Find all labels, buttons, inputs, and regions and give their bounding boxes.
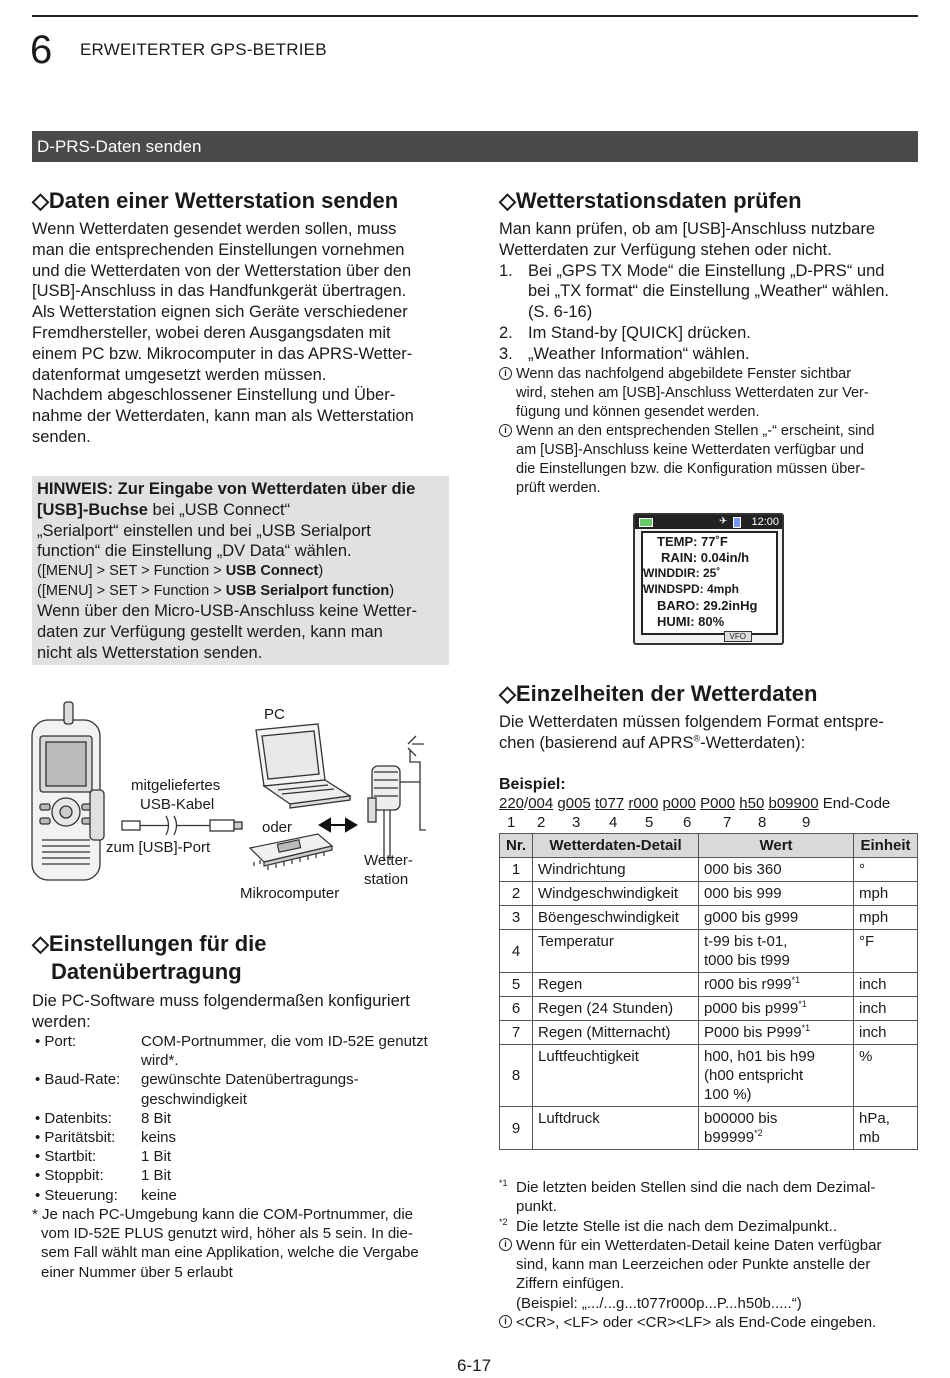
- info-note: [499, 365, 919, 422]
- weather-data-table: [499, 833, 918, 1150]
- setting-value: geschwindigkeit: [141, 1090, 247, 1108]
- setting-row: [32, 1070, 450, 1089]
- example-part: h50: [739, 795, 765, 812]
- step-number: 3.: [499, 344, 513, 363]
- wert-line: [704, 932, 848, 951]
- table-row: [500, 906, 918, 930]
- example-number: 1: [507, 814, 516, 831]
- cell-wert: [699, 858, 854, 882]
- einheit-text: inch: [859, 1024, 887, 1041]
- cell-wert: [699, 882, 854, 906]
- wert-line: [704, 975, 848, 994]
- setting-value: keine: [141, 1186, 177, 1204]
- lcd-windspd: WINDSPD: 4mph: [643, 582, 739, 596]
- heading-settings: ◇Einstellungen für die Datenübertragung: [32, 931, 267, 984]
- example-part: End-Code: [818, 795, 891, 812]
- note-line-8: daten zur Verfügung gestellt werden, kann man: [37, 622, 383, 641]
- paragraph-line: man die entsprechenden Einstellungen vornehmen: [32, 240, 405, 259]
- cell-einheit: [854, 997, 918, 1021]
- cell-einheit: [854, 882, 918, 906]
- menu-path-2: ([MENU] > SET > Function > USB Serialport function): [37, 582, 395, 599]
- table-row: [500, 1021, 918, 1045]
- setting-row: [32, 1128, 450, 1147]
- info-line: wird, stehen am [USB]-Anschluss Wetterdaten zur Ver-: [516, 385, 869, 401]
- setting-row: [32, 1166, 450, 1185]
- diagram-label-pc: PC: [264, 706, 285, 723]
- cell-einheit: [854, 1045, 918, 1107]
- section-bar: D-PRS-Daten senden: [32, 131, 918, 162]
- diamond-icon: ◇: [32, 188, 49, 213]
- cell-nr: 9: [500, 1107, 533, 1150]
- einheit-text: mph: [859, 909, 889, 926]
- wert-line: [704, 999, 848, 1018]
- step-item: [499, 261, 919, 323]
- example-format-string: [499, 795, 890, 812]
- info-line: prüft werden.: [516, 480, 601, 496]
- example-number: 2: [537, 814, 546, 831]
- example-part: 220: [499, 795, 525, 812]
- col-header-detail: Wetterdaten-Detail: [533, 834, 699, 858]
- cell-einheit: [854, 930, 918, 973]
- table-row: [500, 973, 918, 997]
- table-row: [500, 997, 918, 1021]
- info-icon: i: [499, 1238, 512, 1251]
- cell-einheit: [854, 1021, 918, 1045]
- example-part: p000: [662, 795, 696, 812]
- usb-cable: [122, 816, 242, 835]
- einheit-text: %: [859, 1048, 873, 1065]
- einheit-text: mb: [859, 1129, 880, 1146]
- info-note-3: i Wenn für ein Wetterdaten-Detail keine Daten verfügbar sind, kann man Leerzeichen oder Punkte anstelle der Ziffern einfügen. (Beispiel: „.../...g...t077r000p...P...h50b.....“): [499, 1236, 918, 1313]
- check-paragraph: Man kann prüfen, ob am [USB]-Anschluss nutzbare Wetterdaten zur Verfügung stehen oder nicht. 1. Bei „GPS TX Mode“ die Einstellung „D-PRS“ und bei „TX format“ die Einstellung „Weather“ wählen. (S. 6-16) 2. Im Stand-by [QUICK] drücken. 3. „Weather Information“ wählen.: [499, 219, 919, 365]
- heading-check: ◇Wetterstationsdaten prüfen: [499, 188, 802, 213]
- paragraph-line: einem PC bzw. Mikrocomputer in das APRS-Wetter-: [32, 344, 413, 363]
- table-row: [500, 882, 918, 906]
- info-note: [499, 422, 919, 498]
- cell-detail: Böengeschwindigkeit: [533, 906, 699, 930]
- setting-row: [32, 1147, 450, 1166]
- pc-laptop-illustration: [256, 724, 350, 808]
- info-line: die Einstellungen bzw. die Konfiguration müssen über-: [516, 461, 866, 477]
- step-line: (S. 6-16): [528, 303, 593, 322]
- paragraph-line: Fremdhersteller, wobei deren Ausgangsdaten mit: [32, 323, 391, 342]
- lcd-humi: HUMI: 80%: [657, 614, 725, 629]
- lcd-winddir: WINDDIR: 25˚: [643, 566, 721, 580]
- diamond-icon: ◇: [32, 931, 49, 956]
- setting-key: • Stoppbit:: [35, 1167, 104, 1185]
- note-line-9: nicht als Wetterstation senden.: [37, 643, 263, 662]
- example-label: Beispiel:: [499, 776, 566, 793]
- diagram-label-microcomputer: Mikrocomputer: [240, 885, 340, 902]
- cell-detail: Luftdruck: [533, 1107, 699, 1150]
- chapter-number: 6: [30, 28, 53, 72]
- note-bold-2: [USB]-Buchse: [37, 500, 148, 519]
- wert-line: [704, 1023, 848, 1042]
- wert-text: h00, h01 bis h99: [704, 1048, 815, 1065]
- step-line: „Weather Information“ wählen.: [528, 344, 750, 363]
- cell-einheit: [854, 858, 918, 882]
- gps-icon: ✈: [719, 516, 728, 527]
- cell-detail: Luftfeuchtigkeit: [533, 1045, 699, 1107]
- wert-text: p000 bis p999: [704, 1000, 799, 1017]
- wert-text: P000 bis P999: [704, 1024, 802, 1041]
- weather-send-paragraph: [32, 219, 450, 448]
- diamond-icon: ◇: [499, 681, 516, 706]
- diagram-label-station-2: station: [364, 871, 409, 888]
- check-steps-list: [499, 261, 919, 365]
- cell-wert: [699, 997, 854, 1021]
- setting-row: [32, 1186, 450, 1205]
- info-icon: i: [499, 1315, 512, 1328]
- header-rule: [32, 15, 918, 17]
- wert-text: b00000 bis: [704, 1110, 778, 1127]
- paragraph-line: senden.: [32, 427, 91, 446]
- cell-nr: 1: [500, 858, 533, 882]
- setting-value: wird*.: [141, 1052, 179, 1070]
- wert-sup: *1: [801, 1023, 811, 1033]
- asterisk-line: * Je nach PC-Umgebung kann die COM-Portnummer, die: [32, 1206, 414, 1223]
- heading-details: ◇Einzelheiten der Wetterdaten: [499, 681, 818, 706]
- info-icon: i: [499, 424, 512, 437]
- cell-nr: 7: [500, 1021, 533, 1045]
- footnotes: [499, 1178, 918, 1332]
- example-number: 7: [723, 814, 732, 831]
- cell-nr: 6: [500, 997, 533, 1021]
- hinweis-note-box: [32, 476, 449, 665]
- paragraph-line: [USB]-Anschluss in das Handfunkgerät übertragen.: [32, 282, 407, 301]
- info-line: Wenn an den entsprechenden Stellen „-“ erscheint, sind: [516, 423, 875, 439]
- details-paragraph: Die Wetterdaten müssen folgendem Format entspre- chen (basierend auf APRS®-Wetterdaten):: [499, 713, 884, 752]
- setting-value: COM-Portnummer, die vom ID-52E genutzt: [141, 1033, 428, 1050]
- cell-wert: [699, 1021, 854, 1045]
- wert-text: 000 bis 360: [704, 861, 782, 878]
- example-number: 8: [758, 814, 767, 831]
- step-number: 1.: [499, 261, 513, 280]
- cell-detail: Windrichtung: [533, 858, 699, 882]
- setting-row: [32, 1032, 450, 1051]
- einheit-text: °F: [859, 933, 875, 950]
- cell-nr: 3: [500, 906, 533, 930]
- info-icon: i: [499, 367, 512, 380]
- asterisk-line: vom ID-52E PLUS genutzt wird, höher als 5 sein. In die-: [41, 1225, 413, 1243]
- menu-path-1: ([MENU] > SET > Function > USB Connect): [37, 563, 324, 580]
- check-info-notes: [499, 365, 919, 498]
- lcd-temp: TEMP: 77˚F: [657, 534, 728, 549]
- page-number: 6-17: [457, 1356, 492, 1375]
- lcd-status-bar: [635, 515, 782, 529]
- cell-einheit: [854, 1107, 918, 1150]
- example-part: 004: [528, 795, 554, 812]
- battery-icon: [639, 518, 653, 527]
- settings-paragraph: Die PC-Software muss folgendermaßen konfiguriert werden:: [32, 992, 410, 1031]
- lcd-vfo-label: VFO: [724, 631, 752, 642]
- diagram-label-cable-2: USB-Kabel: [140, 796, 215, 813]
- cell-wert: [699, 930, 854, 973]
- setting-key: • Steuerung:: [35, 1186, 118, 1204]
- wert-text: g000 bis g999: [704, 909, 799, 926]
- wert-line: [704, 884, 848, 903]
- setting-key: • Startbit:: [35, 1148, 97, 1166]
- cell-wert: [699, 1107, 854, 1150]
- lcd-weather-frame: [641, 531, 778, 635]
- info-line: Wenn das nachfolgend abgebildete Fenster sichtbar: [516, 366, 852, 382]
- einheit-text: °: [859, 861, 865, 878]
- wert-line: [704, 908, 848, 927]
- example-number: 9: [802, 814, 811, 831]
- setting-value: 8 Bit: [141, 1109, 172, 1127]
- setting-key: • Port:: [35, 1033, 77, 1050]
- setting-row: [32, 1051, 450, 1070]
- weather-station-illustration: [368, 736, 426, 860]
- example-position-numbers: [499, 814, 919, 833]
- cell-nr: 4: [500, 930, 533, 973]
- example-number: 3: [572, 814, 581, 831]
- step-line: Bei „GPS TX Mode“ die Einstellung „D-PRS“ und: [528, 261, 885, 280]
- asterisk-footnote: [32, 1205, 450, 1282]
- paragraph-line: datenformat umgesetzt werden müssen.: [32, 365, 327, 384]
- einheit-text: mph: [859, 885, 889, 902]
- example-part: /: [524, 795, 529, 812]
- paragraph-line: Nachdem abgeschlossener Einstellung und Über-: [32, 386, 396, 405]
- cell-detail: Temperatur: [533, 930, 699, 973]
- setting-key: • Datenbits:: [35, 1109, 112, 1127]
- cell-nr: 8: [500, 1045, 533, 1107]
- wert-text: r000 bis r999: [704, 976, 792, 993]
- example-part: t077: [594, 795, 625, 812]
- wert-text: t-99 bis t-01,: [704, 933, 788, 950]
- table-row: [500, 1107, 918, 1150]
- paragraph-line: Als Wetterstation eignen sich Geräte verschiedener: [32, 303, 408, 322]
- cell-nr: 5: [500, 973, 533, 997]
- example-number: 6: [683, 814, 692, 831]
- wert-line: [704, 1066, 848, 1085]
- wert-sup: *1: [798, 999, 807, 1009]
- wert-line: [704, 1047, 848, 1066]
- example-number: 5: [645, 814, 654, 831]
- table-row: [500, 930, 918, 973]
- asterisk-line: sem Fall wählt man eine Applikation, welche die Vergabe: [41, 1244, 419, 1262]
- arrow-icon: [320, 819, 356, 831]
- step-line: Im Stand-by [QUICK] drücken.: [528, 323, 751, 342]
- note-line-7: Wenn über den Micro-USB-Anschluss keine Wetter-: [37, 602, 417, 621]
- example-part: g005: [557, 795, 591, 812]
- wert-line: [704, 951, 848, 970]
- wert-line: [704, 860, 848, 879]
- paragraph-line: nahme der Wetterdaten, kann man als Wetterstation: [32, 407, 414, 426]
- table-row: [500, 1045, 918, 1107]
- diagram-label-cable-1: mitgeliefertes: [131, 777, 221, 794]
- info-line: am [USB]-Anschluss keine Wetterdaten verfügbar und: [516, 442, 864, 458]
- diagram-label-station-1: Wetter-: [364, 852, 413, 869]
- col-header-nr: Nr.: [500, 834, 533, 858]
- setting-key: • Paritätsbit:: [35, 1128, 116, 1146]
- note-line-4: function“ die Einstellung „DV Data“ wählen.: [37, 542, 352, 561]
- info-note-4: i <CR>, <LF> oder <CR><LF> als End-Code eingeben.: [499, 1313, 918, 1332]
- transceiver-illustration: [32, 702, 104, 880]
- wert-sup: *1: [791, 975, 801, 985]
- note-bold-1: HINWEIS: Zur Eingabe von Wetterdaten über die: [37, 480, 416, 498]
- example-part: b09900: [768, 795, 819, 812]
- wert-line: 100 %): [704, 1086, 752, 1103]
- note-line-3: „Serialport“ einstellen und bei „USB Serialport: [37, 521, 371, 540]
- wert-text: 000 bis 999: [704, 885, 782, 902]
- wert-text: t000 bis t999: [704, 952, 790, 969]
- lcd-baro: BARO: 29.2inHg: [657, 598, 758, 613]
- port-settings-list: [32, 1032, 450, 1205]
- col-header-wert: Wert: [699, 834, 854, 858]
- wert-text: (h00 entspricht: [704, 1067, 804, 1084]
- einheit-text: hPa,: [859, 1110, 890, 1127]
- col-header-einheit: Einheit: [854, 834, 918, 858]
- paragraph-line: und die Wetterdaten von der Wetterstation über den: [32, 261, 412, 280]
- table-row: [500, 858, 918, 882]
- wert-text: b99999: [704, 1129, 755, 1146]
- lcd-rain: RAIN: 0.04in/h: [661, 550, 750, 565]
- cell-einheit: [854, 906, 918, 930]
- diamond-icon: ◇: [499, 188, 516, 213]
- wert-sup: *2: [754, 1128, 763, 1138]
- weather-info-lcd-screen: [633, 513, 784, 645]
- einheit-text: inch: [859, 1000, 887, 1017]
- card-icon: [733, 517, 741, 528]
- cell-einheit: [854, 973, 918, 997]
- setting-value: 1 Bit: [141, 1148, 172, 1166]
- einheit-text: inch: [859, 976, 887, 993]
- cell-detail: Windgeschwindigkeit: [533, 882, 699, 906]
- example-part: r000: [628, 795, 659, 812]
- setting-value: keins: [141, 1128, 177, 1146]
- info-line: fügung und können gesendet werden.: [516, 404, 760, 420]
- footnote-2: $^{*2}$ Die letzte Stelle ist die nach dem Dezimalpunkt..: [499, 1216, 837, 1235]
- setting-value: 1 Bit: [141, 1167, 172, 1185]
- wert-line: [704, 1109, 848, 1128]
- footnote-1: $^{*1}$ Die letzten beiden Stellen sind die nach dem Dezimal- punkt.: [499, 1178, 876, 1216]
- heading-weather-send: ◇Daten einer Wetterstation senden: [32, 188, 399, 213]
- cell-wert: [699, 906, 854, 930]
- cell-nr: 2: [500, 882, 533, 906]
- cell-detail: Regen (Mitternacht): [533, 1021, 699, 1045]
- asterisk-line: einer Nummer über 5 erlaubt: [41, 1263, 233, 1281]
- setting-key: • Baud-Rate:: [35, 1071, 121, 1089]
- cell-wert: [699, 973, 854, 997]
- setting-value: gewünschte Datenübertragungs-: [141, 1071, 359, 1089]
- setting-row: [32, 1109, 450, 1128]
- diagram-label-port: zum [USB]-Port: [106, 839, 211, 856]
- setting-row: [32, 1090, 450, 1109]
- example-number: 4: [609, 814, 618, 831]
- step-line: bei „TX format“ die Einstellung „Weather“ wählen.: [528, 282, 890, 301]
- step-item: [499, 344, 919, 365]
- note-text-2: bei „USB Connect“: [147, 500, 291, 519]
- chapter-title: ERWEITERTER GPS-BETRIEB: [80, 40, 327, 59]
- paragraph-line: Wenn Wetterdaten gesendet werden sollen, muss: [32, 220, 397, 238]
- cell-wert: [699, 1045, 854, 1107]
- step-number: 2.: [499, 323, 513, 342]
- cell-detail: Regen (24 Stunden): [533, 997, 699, 1021]
- lcd-time: 12:00: [751, 516, 779, 528]
- example-part: P000: [700, 795, 736, 812]
- cell-detail: Regen: [533, 973, 699, 997]
- diagram-label-oder: oder: [262, 819, 293, 836]
- table-header-row: [500, 834, 918, 858]
- microcomputer-illustration: [250, 834, 332, 870]
- wert-line: [704, 1128, 848, 1147]
- step-item: [499, 323, 919, 344]
